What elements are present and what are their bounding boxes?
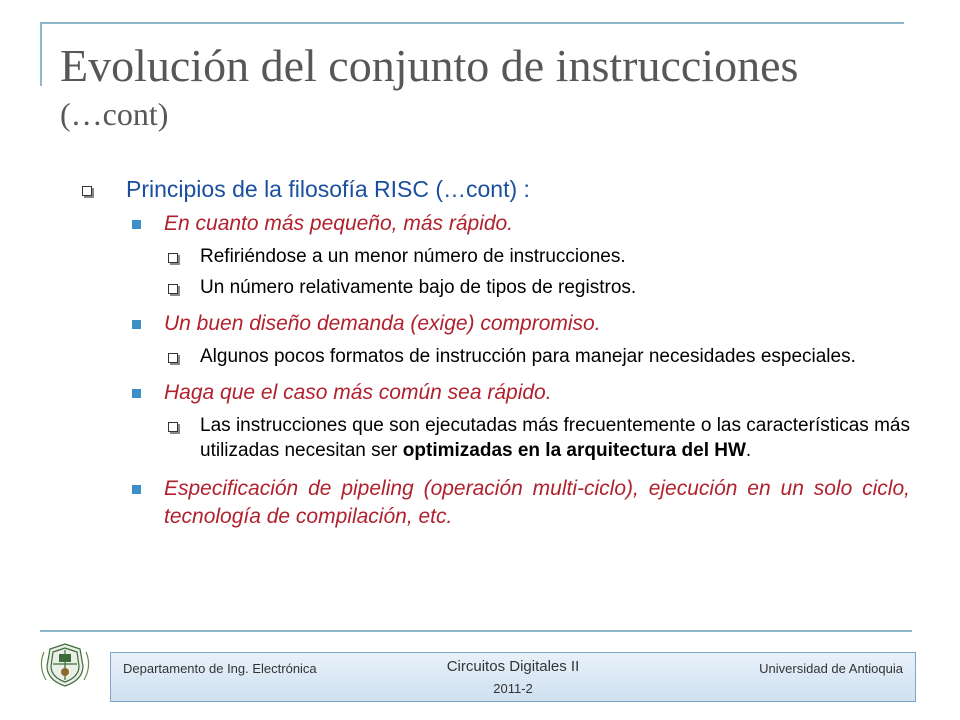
hollow-square-bullet-icon	[168, 253, 178, 263]
title-main: Evolución del conjunto de instrucciones	[60, 40, 799, 91]
subitem-text-plain: Las instrucciones que son ejecutadas más frecuentemente o las características más utilizadas necesitan ser	[200, 415, 910, 461]
square-bullet-icon	[132, 485, 141, 494]
footer-department: Departamento de Ing. Electrónica	[123, 661, 317, 676]
title-sub: (…cont)	[60, 96, 169, 132]
level2-item	[132, 475, 910, 531]
top-rule	[40, 22, 904, 24]
bottom-rule	[40, 630, 912, 632]
university-seal-logo	[30, 640, 100, 716]
item-text: En cuanto más pequeño, más rápido.	[164, 212, 514, 235]
heading-text: Principios de la filosofía RISC (…cont) :	[126, 176, 530, 202]
slide-content	[80, 174, 910, 531]
footer-course: Circuitos Digitales II	[446, 658, 580, 675]
subitem-bold-text: del HW	[681, 440, 746, 461]
level2-item	[132, 210, 910, 238]
level2-item	[132, 379, 910, 407]
item-text: Haga que el caso más común sea rápido.	[164, 381, 552, 404]
footer-university: Universidad de Antioquia	[759, 661, 903, 676]
hollow-square-bullet-icon	[168, 284, 178, 294]
subitem-text: Algunos pocos formatos de instrucción para manejar necesidades especiales.	[200, 346, 856, 367]
footer-bar	[110, 652, 916, 702]
square-bullet-icon	[132, 389, 141, 398]
hollow-square-bullet-icon	[168, 422, 178, 432]
left-rule	[40, 22, 42, 86]
level3-item	[168, 244, 910, 269]
slide-title	[60, 38, 920, 134]
item-text: Especificación de pipeling (operación multi-ciclo), ejecución en un solo ciclo, tecnología de compilación, etc.	[164, 477, 910, 528]
hollow-square-bullet-icon	[168, 353, 178, 363]
hollow-square-bullet-icon	[82, 186, 92, 196]
subitem-bold-text: optimizadas en la arquitectura	[402, 440, 677, 461]
level3-item	[168, 275, 910, 300]
subitem-text: Refiriéndose a un menor número de instrucciones.	[200, 246, 626, 267]
square-bullet-icon	[132, 320, 141, 329]
level3-item: Las instrucciones que son ejecutadas más frecuentemente o las características más utilizadas necesitan ser optimizadas en la arquitectura del HW.	[168, 413, 910, 463]
footer-term: 2011-2	[493, 681, 533, 696]
level3-item	[168, 344, 910, 369]
item-text: Un buen diseño demanda (exige) compromiso.	[164, 312, 601, 335]
subitem-text: Un número relativamente bajo de tipos de registros.	[200, 277, 637, 298]
square-bullet-icon	[132, 220, 141, 229]
level2-item	[132, 310, 910, 338]
level1-item	[80, 174, 910, 204]
